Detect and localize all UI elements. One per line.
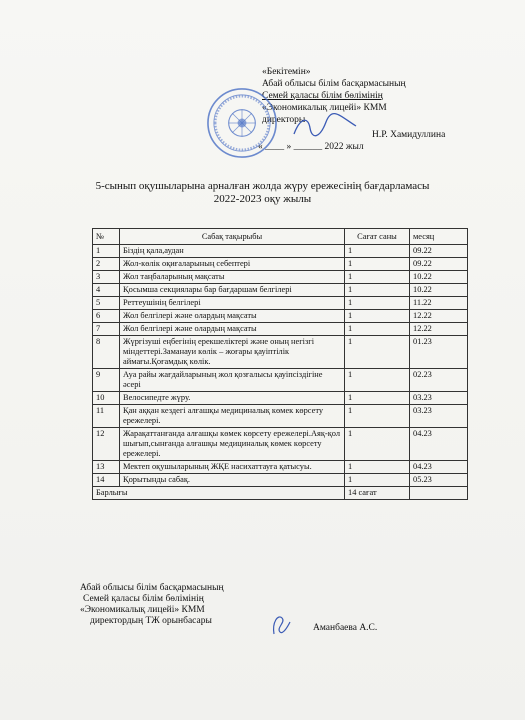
row-number: 14 — [93, 474, 120, 487]
table-row — [93, 392, 468, 405]
table-row — [93, 323, 468, 336]
header-number: № — [93, 229, 120, 245]
deputy-name: Аманбаева А.С. — [313, 623, 378, 633]
header-month: месяц — [410, 229, 468, 245]
row-number: 6 — [93, 310, 120, 323]
row-topic: Қорытынды сабақ. — [120, 474, 345, 487]
total-row — [93, 487, 468, 500]
footer-line-3: «Экономикалық лицейі» КММ — [80, 605, 205, 615]
table-row — [93, 310, 468, 323]
row-hours: 1 — [345, 392, 410, 405]
table-row — [93, 474, 468, 487]
row-month: 12.22 — [410, 323, 468, 336]
table-row — [93, 297, 468, 310]
row-number: 7 — [93, 323, 120, 336]
row-hours: 1 — [345, 258, 410, 271]
row-number: 11 — [93, 405, 120, 428]
director-signature-icon — [290, 112, 360, 142]
total-month-empty — [410, 487, 468, 500]
row-topic: Велосипедте жүру. — [120, 392, 345, 405]
table-row — [93, 336, 468, 369]
row-topic: Ауа райы жағдайларының жол қозғалысы қауіпсіздігіне әсері — [120, 369, 345, 392]
row-month: 10.22 — [410, 271, 468, 284]
table-row — [93, 461, 468, 474]
row-topic: Жол белгілері және олардың мақсаты — [120, 323, 345, 336]
row-hours: 1 — [345, 323, 410, 336]
row-month: 02.23 — [410, 369, 468, 392]
row-month: 11.22 — [410, 297, 468, 310]
row-month: 05.23 — [410, 474, 468, 487]
row-hours: 1 — [345, 369, 410, 392]
approval-line-4: директоры — [262, 115, 306, 125]
row-number: 2 — [93, 258, 120, 271]
row-hours: 1 — [345, 297, 410, 310]
row-hours: 1 — [345, 284, 410, 297]
table-row — [93, 369, 468, 392]
approval-line-2: Семей қаласы білім бөлімінің — [262, 91, 383, 101]
table-row — [93, 271, 468, 284]
row-month: 09.22 — [410, 245, 468, 258]
title-line-1: 5-сынып оқушыларына арналған жолда жүру ережесінің бағдарламасы — [95, 180, 430, 192]
row-hours: 1 — [345, 461, 410, 474]
row-hours: 1 — [345, 245, 410, 258]
footer-line-4: директордың ТЖ орынбасары — [90, 616, 212, 626]
row-month: 03.23 — [410, 392, 468, 405]
row-topic: Жарақаттанғанда алғашқы көмек көрсету ережелері.Аяқ-қол шығып,сынғанда алғашқы медициналық көмек көрсету ережелері. — [120, 428, 345, 461]
row-number: 1 — [93, 245, 120, 258]
header-hours: Сағат саны — [345, 229, 410, 245]
approval-date: « ____ » ______ 2022 жыл — [258, 142, 364, 152]
table-header-row — [93, 229, 468, 245]
title-line-2: 2022-2023 оқу жылы — [213, 193, 312, 205]
row-hours: 1 — [345, 474, 410, 487]
row-month: 03.23 — [410, 405, 468, 428]
row-month: 10.22 — [410, 284, 468, 297]
row-hours: 1 — [345, 271, 410, 284]
row-number: 4 — [93, 284, 120, 297]
row-month: 01.23 — [410, 336, 468, 369]
document-title — [0, 180, 525, 206]
row-hours: 1 — [345, 428, 410, 461]
row-hours: 1 — [345, 405, 410, 428]
row-topic: Жол-көлік оқиғаларының себептері — [120, 258, 345, 271]
deputy-signature-icon — [268, 612, 294, 638]
row-number: 13 — [93, 461, 120, 474]
row-topic: Қан аққан кездегі алғашқы медициналық көмек көрсету ережелері. — [120, 405, 345, 428]
lesson-plan-table — [92, 228, 468, 500]
row-number: 9 — [93, 369, 120, 392]
footer-line-2: Семей қаласы білім бөлімінің — [83, 594, 204, 604]
row-month: 09.22 — [410, 258, 468, 271]
total-label: Барлығы — [93, 487, 345, 500]
row-topic: Реттеушінің белгілері — [120, 297, 345, 310]
row-number: 12 — [93, 428, 120, 461]
table-row — [93, 428, 468, 461]
row-month: 04.23 — [410, 461, 468, 474]
row-hours: 1 — [345, 310, 410, 323]
approval-line-3: «Экономикалық лицейі» КММ — [262, 103, 387, 113]
footer-block — [80, 583, 224, 627]
approval-label: «Бекітемін» — [262, 67, 311, 77]
total-hours: 14 сағат — [345, 487, 410, 500]
row-number: 3 — [93, 271, 120, 284]
official-stamp-icon — [205, 86, 279, 160]
row-month: 04.23 — [410, 428, 468, 461]
row-hours: 1 — [345, 336, 410, 369]
table-row — [93, 405, 468, 428]
table-row — [93, 245, 468, 258]
row-topic: Жүргізуші еңбегінің ерекшеліктері және оның негізгі міндеттері.Заманауи көлік – жоғары қауіптілік аймағы.Қоғамдық көлік. — [120, 336, 345, 369]
approval-line-1: Абай облысы білім басқармасының — [262, 79, 406, 89]
row-month: 12.22 — [410, 310, 468, 323]
row-topic: Жол таңбаларының мақсаты — [120, 271, 345, 284]
row-number: 10 — [93, 392, 120, 405]
table-row — [93, 284, 468, 297]
table-row — [93, 258, 468, 271]
row-number: 8 — [93, 336, 120, 369]
row-topic: Жол белгілері және олардың мақсаты — [120, 310, 345, 323]
row-topic: Мектеп оқушыларының ЖҚЕ насихаттауға қатысуы. — [120, 461, 345, 474]
header-topic: Сабақ тақырыбы — [120, 229, 345, 245]
footer-line-1: Абай облысы білім басқармасының — [80, 583, 224, 593]
row-topic: Біздің қала,аудан — [120, 245, 345, 258]
row-topic: Қосымша секциялары бар бағдаршам белгілері — [120, 284, 345, 297]
row-number: 5 — [93, 297, 120, 310]
director-name: Н.Р. Хамидуллина — [372, 130, 446, 140]
